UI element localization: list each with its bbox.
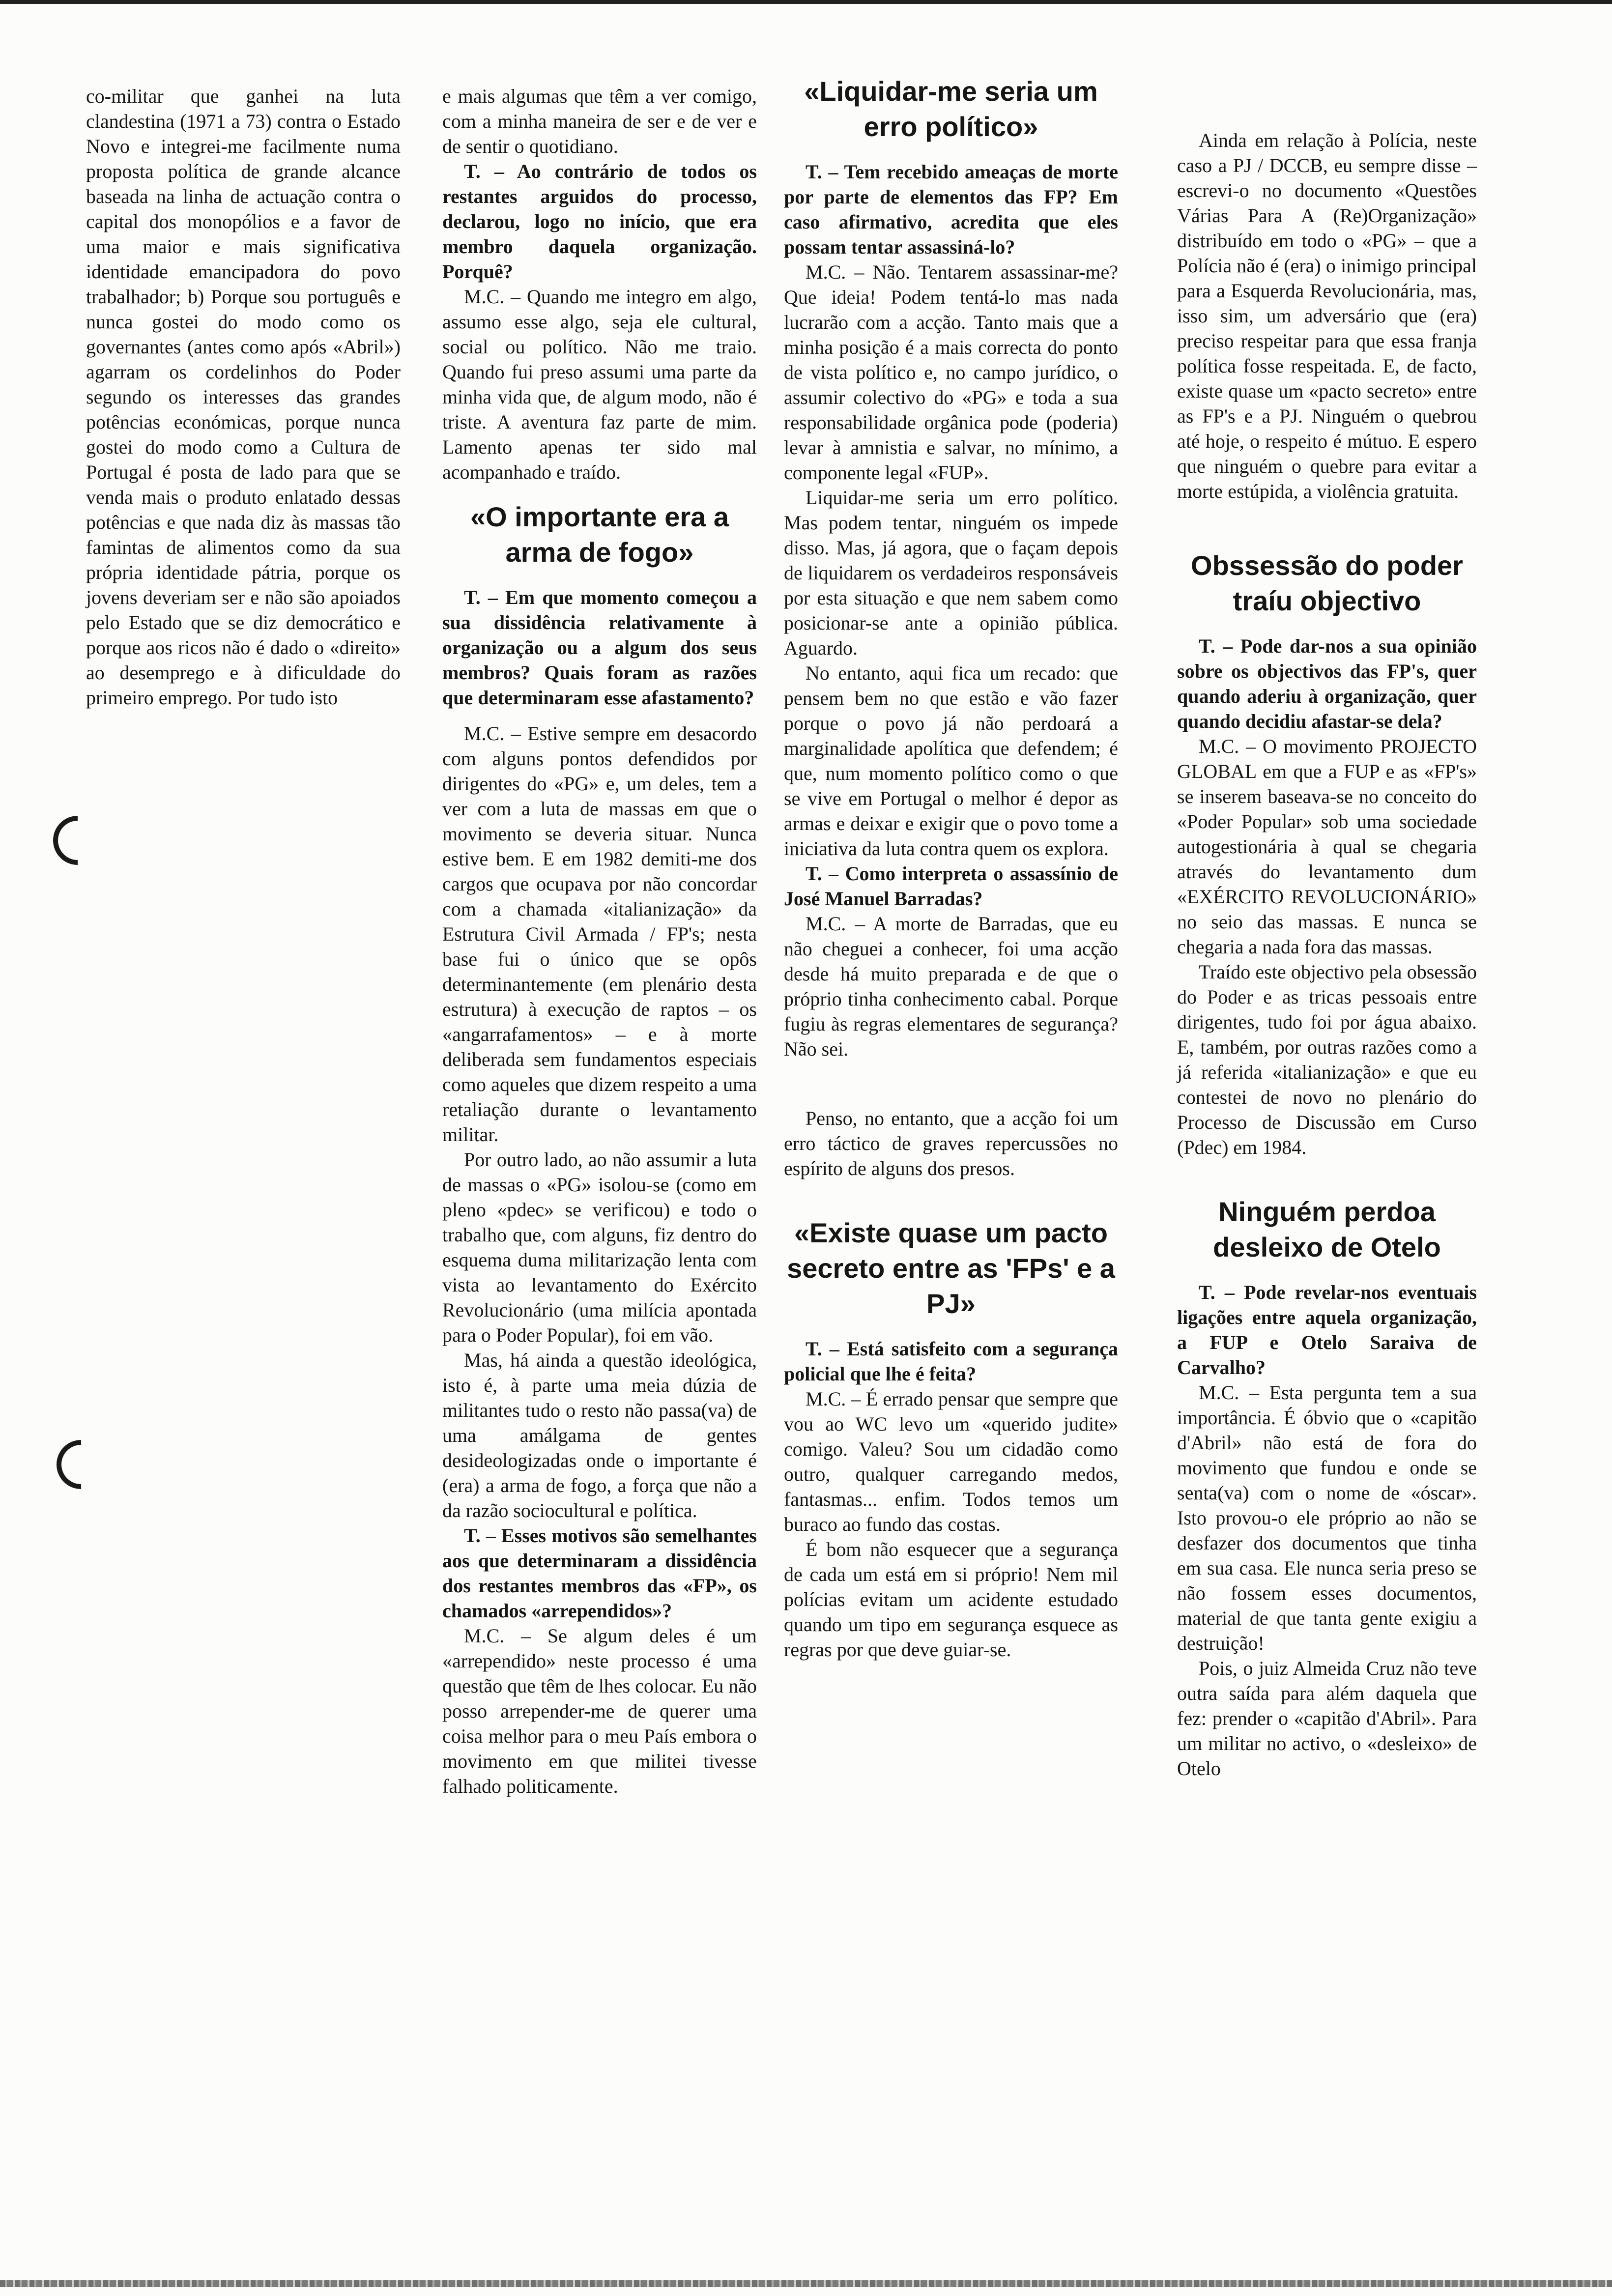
col3-answer-2b: Penso, no entanto, que a acção foi um erro táctico de graves repercussões no espírito de alguns dos presos. [784,1107,1118,1179]
col2-answer-2b: Por outro lado, ao não assumir a luta de massas o «PG» isolou-se (como em pleno «pdec» se verificou) e todo o trabalho que, com alguns, fiz dentro do esquema duma militarização lenta com vista ao levantamento do Exército Revolucionário (uma milícia apontada para o Poder Popular), foi em vão. [442,1148,757,1346]
col3-question-3: T. – Está satisfeito com a segurança policial que lhe é feita? [784,1338,1118,1385]
col3-answer-1b: Liquidar-me seria um erro político. Mas podem tentar, ninguém os impede disso. Mas, já agora, que o façam depois de liquidarem os verdadeiros responsáveis por esta situação e que nem sabem como posicionar-se ante a opinião pública. Aguardo. [784,487,1118,659]
col3-question-1: T. – Tem recebido ameaças de morte por parte de elementos das FP? Em caso afirmativo, acredita que eles possam tentar assassiná-lo? [784,161,1118,258]
col3-answer-1c: No entanto, aqui fica um recado: que pensem bem no que estão e vão fazer porque o povo já não perdoará a marginalidade apolítica que defendem; é que, num momento político como o que se vive em Portugal o melhor é depor as armas e deixar e exigir que o povo tome a iniciativa da luta contra quem os explora. [784,662,1118,860]
column-3 [784,74,1118,1662]
bottom-scan-edge [0,2280,1612,2287]
col2-question-2: T. – Em que momento começou a sua dissidência relativamente à organização ou a algum dos seus membros? Quais foram as razões que determinaram esse afastamento? [442,586,757,709]
col2-question-1: T. – Ao contrário de todos os restantes arguidos do processo, declarou, logo no início, que era membro daquela organização. Porquê? [442,160,757,283]
col2-answer-2: M.C. – Estive sempre em desacordo com alguns pontos defendidos por dirigentes do «PG» e, um deles, tem a ver com a luta de massas em que o movimento se deveria situar. Nunca estive bem. E em 1982 demiti-me dos cargos que ocupava por não concordar com a chamada «italianização» da Estrutura Civil Armada / FP's; nesta base fui o único que se opôs determinantemente (em plenário desta estrutura) à execução de raptos – os «angarrafamentos» – e à morte deliberada sem fundamentos especiais como aqueles que dizem respeito a uma retaliação durante o levantamento militar. [442,722,757,1146]
punch-hole-top-icon [43,805,112,875]
col4-answer-1b: Traído este objectivo pela obsessão do Poder e as tricas pessoais entre dirigentes, tudo foi por água abaixo. E, também, por outras razões como a já referida «italianização» e que eu contestei de novo no plenário do Processo de Discussão em Curso (Pdec) em 1984. [1177,961,1477,1158]
col4-paragraph-1: Ainda em relação à Polícia, neste caso a PJ / DCCB, eu sempre disse – escrevi-o no documento «Questões Várias Para A (Re)Organização» distribuído em todo o «PG» – que a Polícia não é (era) o inimigo principal para a Esquerda Revolucionária, mas, isso sim, um adversário que (era) preciso respeitar para que essa franja política fosse respeitada. E, de facto, existe quase um «pacto secreto» entre as FP's e a PJ. Ninguém o quebrou até hoje, o respeito é mútuo. E espero que ninguém o quebre para evitar a morte estúpida, a violência gratuita. [1177,129,1477,502]
col4-answer-2: M.C. – Esta pergunta tem a sua importância. É óbvio que o «capitão d'Abril» não está de fora do movimento que fundou e onde se senta(va) com o nome de «óscar». Isto provou-o ele próprio ao não se desfazer dos documentos que tinha em sua casa. Ele nunca seria preso se não fossem esses documentos, material de que tanta gente exigiu a destruição! [1177,1381,1477,1654]
col3-answer-3b: É bom não esquecer que a segurança de cada um está em si próprio! Nem mil polícias evitam um acidente estudado quando um tipo em segurança esquece as regras por que deve guiar-se. [784,1538,1118,1661]
column-2 [442,84,757,1799]
col3-answer-2: M.C. – A morte de Barradas, que eu não cheguei a conhecer, foi uma acção desde há muito preparada e de que o próprio tinha conhecimento cabal. Porque fugiu às regras elementares de segurança? Não sei. [784,913,1118,1060]
col3-question-2: T. – Como interpreta o assassínio de José Manuel Barradas? [784,862,1118,910]
column-1 [86,84,401,710]
punch-hole-middle-icon [46,1430,115,1499]
col2-answer-3: M.C. – Se algum deles é um «arrependido» neste processo é uma questão que têm de lhes colocar. Eu não posso arrepender-me de querer uma coisa melhor para o meu País embora o movimento em que militei tivesse falhado politicamente. [442,1625,757,1797]
col2-answer-1: M.C. – Quando me integro em algo, assumo esse algo, seja ele cultural, social ou político. Não me traio. Quando fui preso assumi uma parte da minha vida que, de algum modo, não é triste. A aventura faz parte de mim. Lamento apenas ter sido mal acompanhado e traído. [442,286,757,483]
col4-heading-2: Ninguém perdoa desleixo de Otelo [1213,1196,1441,1263]
col4-question-1: T. – Pode dar-nos a sua opinião sobre os objectivos das FP's, quer quando aderiu à organização, quer quando decidiu afastar-se dela? [1177,635,1477,732]
column-4 [1177,128,1477,1781]
col2-question-3: T. – Esses motivos são semelhantes aos que determinaram a dissidência dos restantes membros das «FP», os chamados «arrependidos»? [442,1524,757,1622]
col2-heading-1: «O importante era a arma de fogo» [470,501,729,568]
col4-answer-1: M.C. – O movimento PROJECTO GLOBAL em que a FUP e as «FP's» se inserem baseava-se no conceito do «Poder Popular» sob uma sociedade autogestionária à qual se chegaria através do levantamento dum «EXÉRCITO REVOLUCIONÁRIO» no seio das massas. E nunca se chegaria a nada fora das massas. [1177,735,1477,958]
col1-paragraph: co-militar que ganhei na luta clandestina (1971 a 73) contra o Estado Novo e integrei-me facilmente numa proposta política de grande alcance baseada na linha de actuação contra o capital dos monopólios e a favor de uma maior e mais significativa identidade emancipadora do povo trabalhador; b) Porque sou português e nunca gostei do modo como os governantes (antes como após «Abril») agarram os cordelinhos do Poder segundo os interesses das grandes potências económicas, porque nunca gostei do modo como a Cultura de Portugal é posta de lado para que se venda mais o produto enlatado dessas potências e que nada diz às massas tão famintas de alimentos como da sua própria identidade pátria, porque os jovens deveriam ser e não são apoiados pelo Estado que se diz democrático e porque aos ricos não é dado o «direito» ao desemprego e à dificuldade do primeiro emprego. Por tudo isto [86,85,401,709]
col2-answer-2c: Mas, há ainda a questão ideológica, isto é, à parte uma meia dúzia de militantes tudo o resto não passa(va) de uma amálgama de gentes desideologizadas onde o importante é (era) a arma de fogo, a força que não a da razão sociocultural e política. [442,1349,757,1521]
top-rule [0,0,1612,4]
col3-heading-2: «Existe quase um pacto secreto entre as 'FPs' e a PJ» [787,1217,1115,1319]
col3-answer-3: M.C. – É errado pensar que sempre que vou ao WC levo um «querido judite» comigo. Valeu? Sou um cidadão como outro, qualquer carregando medos, fantasmas... enfim. Todos temos um buraco ao fundo das costas. [784,1388,1118,1535]
col3-heading-1: «Liquidar-me seria um erro político» [804,76,1098,142]
col4-heading-1: Obssessão do poder traíu objectivo [1191,550,1463,616]
col3-answer-1: M.C. – Não. Tentarem assassinar-me? Que ideia! Podem tentá-lo mas nada lucrarão com a acção. Tanto mais que a minha posição é a mais correcta do ponto de vista político e, no campo jurídico, o assumir colectivo do «PG» e toda a sua responsabilidade orgânica pode (poderia) levar à amnistia e salvar, no mínimo, a componente legal «FUP». [784,261,1118,484]
col2-intro: e mais algumas que têm a ver comigo, com a minha maneira de ser e de ver e de sentir o quotidiano. [442,85,757,157]
col4-question-2: T. – Pode revelar-nos eventuais ligações entre aquela organização, a FUP e Otelo Saraiva de Carvalho? [1177,1281,1477,1378]
col4-answer-2b: Pois, o juiz Almeida Cruz não teve outra saída para além daquela que fez: prender o «capitão d'Abril». Para um militar no activo, o «desleixo» de Otelo [1177,1657,1477,1779]
